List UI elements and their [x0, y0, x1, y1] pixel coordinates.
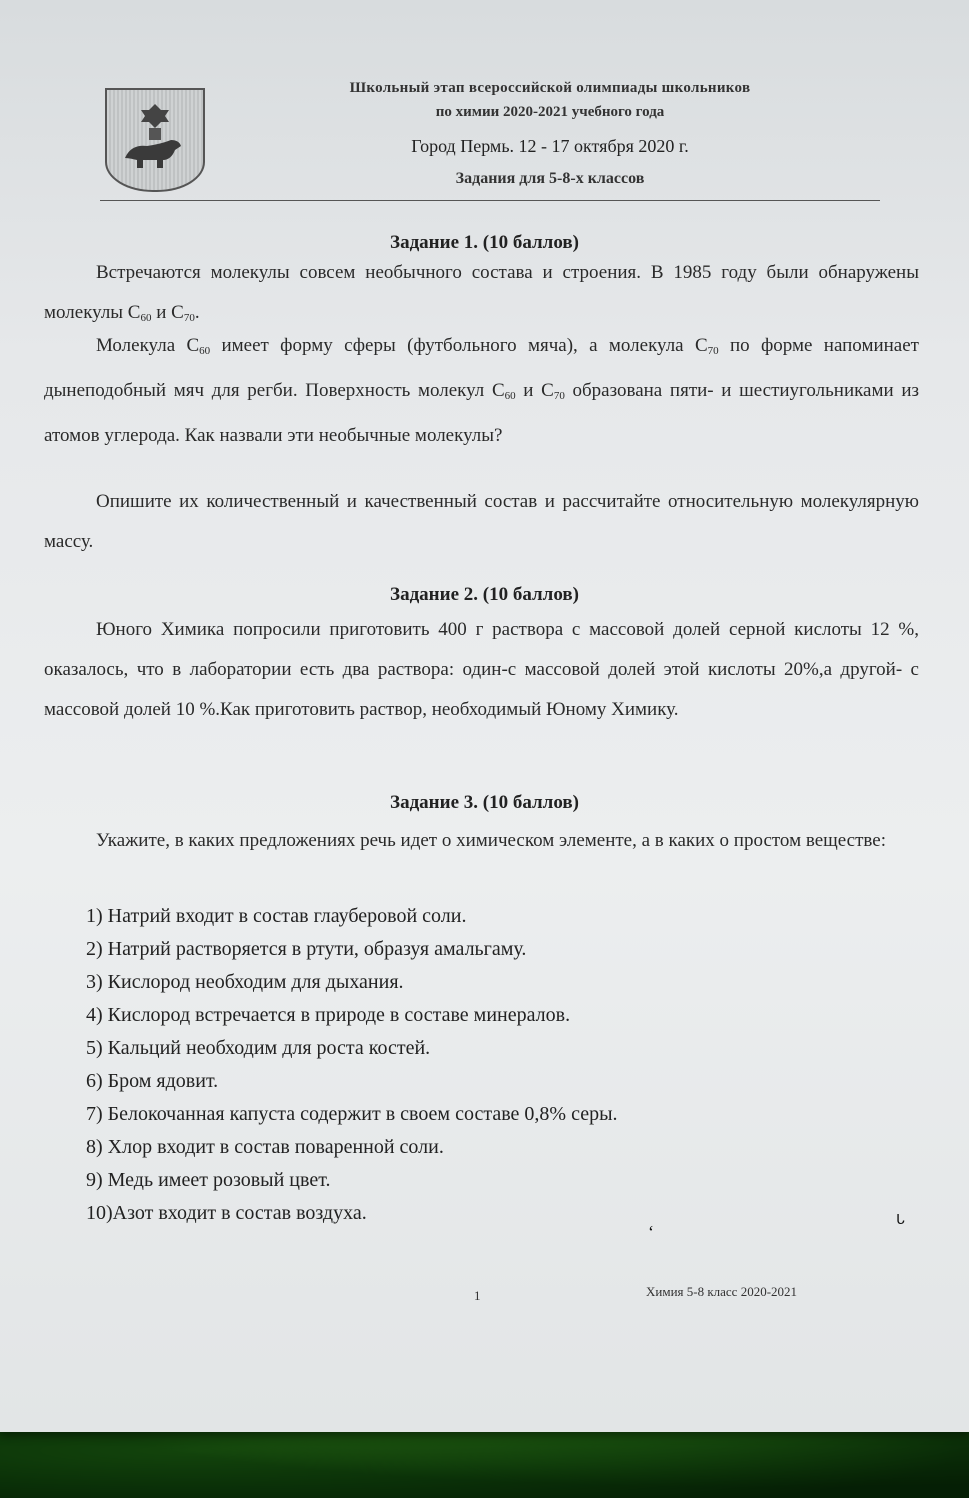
- pen-mark-icon: ʻ: [648, 1222, 654, 1242]
- list-item: 9) Медь имеет розовый цвет.: [86, 1169, 331, 1191]
- task3-statements-list: [86, 900, 786, 1230]
- header-subject-year: по химии 2020-2021 учебного года: [435, 104, 665, 120]
- header-city-dates: Город Пермь. 12 - 17 октября 2020 г.: [411, 136, 689, 156]
- task2-paragraph: Юного Химика попросили приготовить 400 г раствора с массовой долей серной кислоты 12 %, оказалось, что в лаборатории есть два раствора: один-с массовой долей этой кислоты 20%,а другой- с массовой долей 10 %.Как приготовить раствор, необходимый Юному Химику.: [44, 619, 919, 720]
- list-item: 6) Бром ядовит.: [86, 1070, 219, 1092]
- page-number: 1: [474, 1288, 481, 1303]
- list-item: 8) Хлор входит в состав поваренной соли.: [86, 1136, 444, 1158]
- list-item: 2) Натрий растворяется в ртути, образуя амальгаму.: [86, 938, 527, 960]
- header-olympiad-title: Школьный этап всероссийской олимпиады школьников: [349, 80, 751, 96]
- header-divider: [100, 200, 880, 201]
- list-item: 5) Кальций необходим для роста костей.: [86, 1037, 431, 1059]
- list-item: 7) Белокочанная капуста содержит в своем составе 0,8% серы.: [86, 1103, 618, 1125]
- list-item: 1) Натрий входит в состав глауберовой соли.: [86, 905, 467, 927]
- task1-paragraph-1: Встречаются молекулы совсем необычного состава и строения. В 1985 году были обнаружены молекулы $С_{60}$ и $С_{70}$.: [44, 262, 919, 324]
- footer-caption: Химия 5-8 класс 2020-2021: [646, 1284, 798, 1299]
- task3-title: Задание 3. (10 баллов): [390, 792, 579, 813]
- header-grades: Задания для 5-8-х классов: [455, 170, 645, 187]
- task1-paragraph-3: Опишите их количественный и качественный состав и рассчитайте относительную молекулярную массу.: [44, 491, 919, 552]
- task1-paragraph-2: Молекула $С_{60}$ имеет форму сферы (футбольного мяча), а молекула $С_{70}$ по форме напоминает дынеподобный мяч для регби. Поверхность молекул $С_{60}$ и $С_{70}$ образована пяти- и шестиугольниками из атомов углерода. Как назвали эти необычные молекулы?: [44, 335, 920, 446]
- task2-title: Задание 2. (10 баллов): [390, 584, 579, 605]
- pen-mark-icon: ᒐ: [896, 1213, 905, 1228]
- perm-coat-of-arms-icon: [105, 88, 205, 192]
- list-item: 3) Кислород необходим для дыхания.: [86, 971, 404, 993]
- task3-intro: Укажите, в каких предложениях речь идет о химическом элементе, а в каких о простом веществе:: [96, 830, 886, 851]
- list-item: 10)Азот входит в состав воздуха.: [86, 1202, 367, 1224]
- task1-title: Задание 1. (10 баллов): [390, 232, 579, 253]
- list-item: 4) Кислород встречается в природе в составе минералов.: [86, 1004, 571, 1026]
